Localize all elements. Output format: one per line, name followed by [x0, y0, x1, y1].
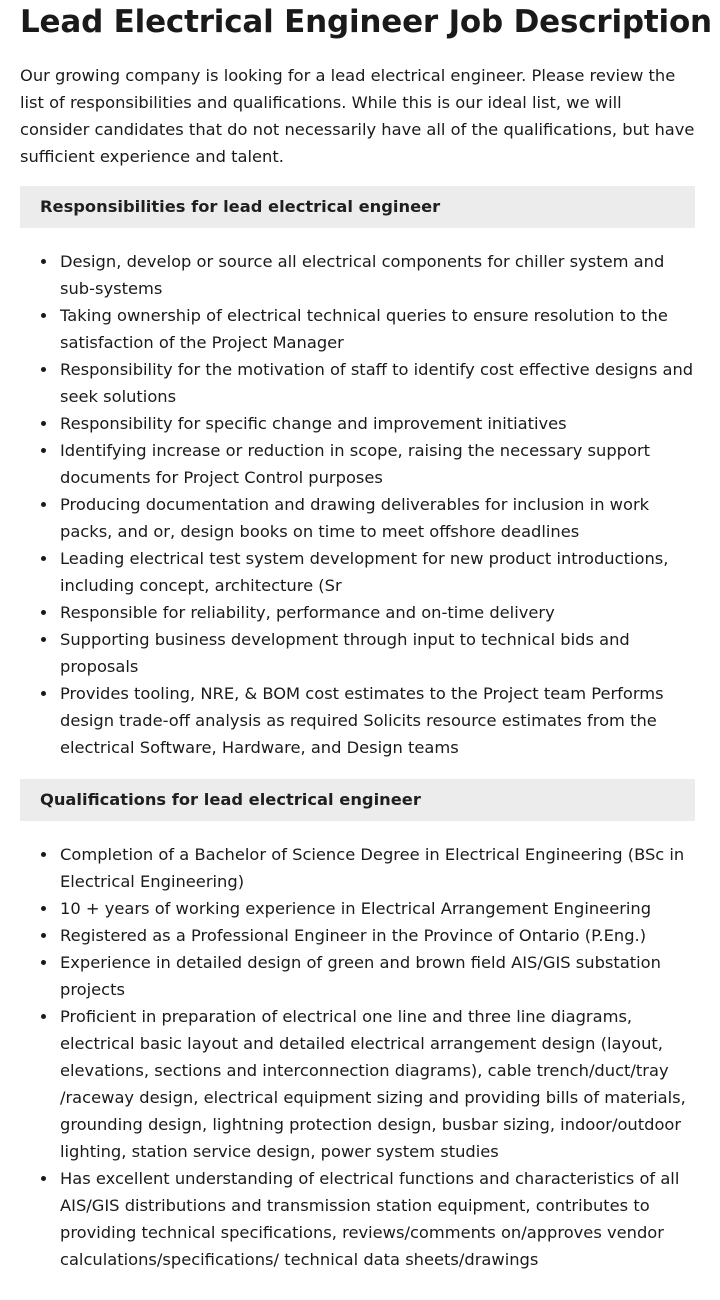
list-item: Proficient in preparation of electrical one line and three line diagrams, electrical basic layout and detailed electrical arrangement design (layout, elevations, sections and interconnection diagrams), cable trench/duct/tray /raceway design, electrical equipment sizing and providing bills of materials, grounding design, lightning protection design, busbar sizing, indoor/outdoor lighting, station service design, power system studies: [20, 1003, 695, 1165]
list-item: Has excellent understanding of electrical functions and characteristics of all AIS/GIS distributions and transmission station equipment, contributes to providing technical specifications, reviews/comments on/approves vendor calculations/specifications/ technical data sheets/drawings: [20, 1165, 695, 1273]
list-item: Responsibility for specific change and improvement initiatives: [20, 410, 695, 437]
page-title: Lead Electrical Engineer Job Description: [20, 4, 712, 40]
list-item: Leading electrical test system development for new product introductions, including concept, architecture (Sr: [20, 545, 695, 599]
qualifications-heading: Qualifications for lead electrical engineer: [20, 779, 695, 821]
list-item: Responsible for reliability, performance and on-time delivery: [20, 599, 695, 626]
responsibilities-list: [20, 248, 695, 761]
list-item: Completion of a Bachelor of Science Degree in Electrical Engineering (BSc in Electrical Engineering): [20, 841, 695, 895]
list-item: Provides tooling, NRE, & BOM cost estimates to the Project team Performs design trade-off analysis as required Solicits resource estimates from the electrical Software, Hardware, and Design teams: [20, 680, 695, 761]
qualifications-list: [20, 841, 695, 1273]
list-item: Supporting business development through input to technical bids and proposals: [20, 626, 695, 680]
list-item: Producing documentation and drawing deliverables for inclusion in work packs, and or, design books on time to meet offshore deadlines: [20, 491, 695, 545]
intro-paragraph: Our growing company is looking for a lead electrical engineer. Please review the list of responsibilities and qualifications. While this is our ideal list, we will consider candidates that do not necessarily have all of the qualifications, but have sufficient experience and talent.: [20, 66, 695, 166]
list-item: Responsibility for the motivation of staff to identify cost effective designs and seek solutions: [20, 356, 695, 410]
list-item: Experience in detailed design of green and brown field AIS/GIS substation projects: [20, 949, 695, 1003]
list-item: Design, develop or source all electrical components for chiller system and sub-systems: [20, 248, 695, 302]
responsibilities-heading: Responsibilities for lead electrical engineer: [20, 186, 695, 228]
list-item: Taking ownership of electrical technical queries to ensure resolution to the satisfaction of the Project Manager: [20, 302, 695, 356]
list-item: Identifying increase or reduction in scope, raising the necessary support documents for Project Control purposes: [20, 437, 695, 491]
list-item: Registered as a Professional Engineer in the Province of Ontario (P.Eng.): [20, 922, 695, 949]
job-description-page: [20, 0, 712, 1273]
list-item: 10 + years of working experience in Electrical Arrangement Engineering: [20, 895, 695, 922]
